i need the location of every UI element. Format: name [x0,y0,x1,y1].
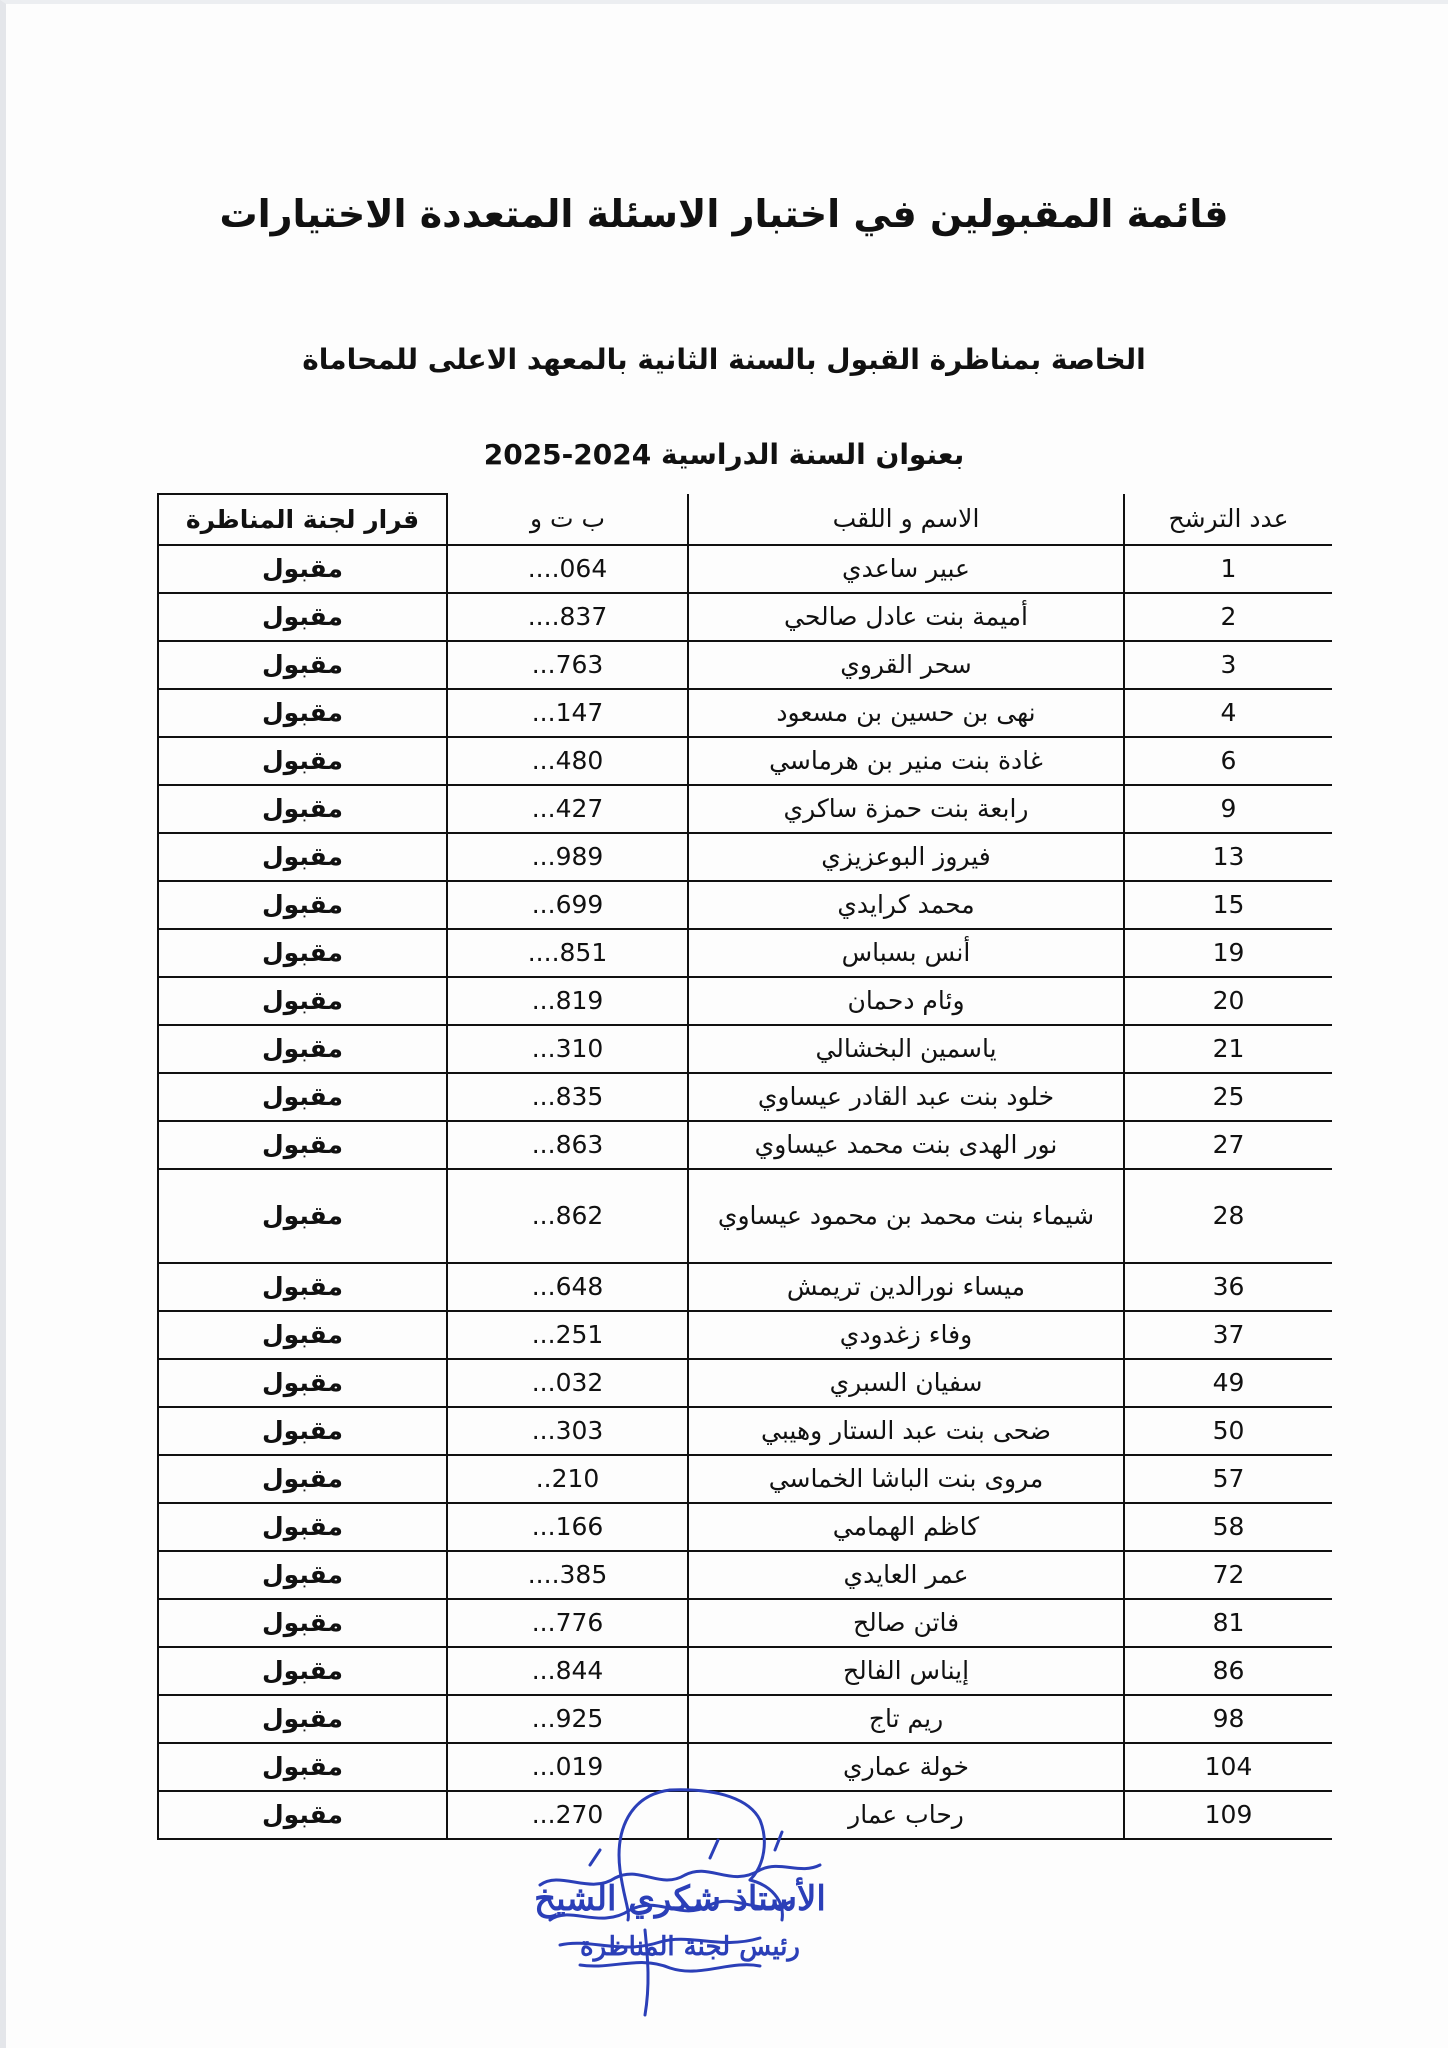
academic-year: بعنوان السنة الدراسية 2024-2025 [483,438,965,471]
candidate-decision: مقبول [158,1025,447,1073]
candidate-number: 86 [1124,1647,1332,1695]
candidate-name: سفيان السبري [688,1359,1124,1407]
candidate-name: ضحى بنت عبد الستار وهيبي [688,1407,1124,1455]
table-row [158,593,1332,641]
table-row [158,1551,1332,1599]
candidate-number: 20 [1124,977,1332,1025]
candidate-name: غادة بنت منير بن هرماسي [688,737,1124,785]
candidate-name: كاظم الهمامي [688,1503,1124,1551]
candidate-id: 699... [447,881,688,929]
candidate-decision: مقبول [158,593,447,641]
candidate-id: 427... [447,785,688,833]
candidate-id: 064.... [447,545,688,593]
candidate-id: 837.... [447,593,688,641]
candidate-name: عبير ساعدي [688,545,1124,593]
admitted-table [157,493,1332,1840]
candidate-name: وئام دحمان [688,977,1124,1025]
header-decision: قرار لجنة المناظرة [158,494,447,545]
candidate-decision: مقبول [158,1791,447,1839]
candidate-decision: مقبول [158,929,447,977]
candidate-name: نور الهدى بنت محمد عيساوي [688,1121,1124,1169]
candidate-name: ميساء نورالدين تريمش [688,1263,1124,1311]
signature-line-1: الأستاذ شكري الشيخ [534,1879,826,1919]
candidate-id: 835... [447,1073,688,1121]
candidate-name: مروى بنت الباشا الخماسي [688,1455,1124,1503]
candidate-decision: مقبول [158,1551,447,1599]
candidate-number: 49 [1124,1359,1332,1407]
candidate-number: 58 [1124,1503,1332,1551]
candidate-name: ياسمين البخشالي [688,1025,1124,1073]
candidate-id: 310... [447,1025,688,1073]
candidate-decision: مقبول [158,785,447,833]
document-subtitle: الخاصة بمناظرة القبول بالسنة الثانية بالمعهد الاعلى للمحاماة [302,343,1146,376]
candidate-number: 37 [1124,1311,1332,1359]
candidate-name: سحر القروي [688,641,1124,689]
candidate-decision: مقبول [158,1503,447,1551]
candidate-id: 385.... [447,1551,688,1599]
candidate-number: 6 [1124,737,1332,785]
candidate-decision: مقبول [158,1407,447,1455]
candidate-id: 819... [447,977,688,1025]
candidate-number: 13 [1124,833,1332,881]
header-candidate-number: عدد الترشح [1124,494,1332,545]
candidate-number: 19 [1124,929,1332,977]
candidate-id: 862... [447,1169,688,1263]
candidate-name: شيماء بنت محمد بن محمود عيساوي [688,1169,1124,1263]
table-row [158,641,1332,689]
candidate-id: 844... [447,1647,688,1695]
document-title: قائمة المقبولين في اختبار الاسئلة المتعددة الاختيارات [219,192,1229,236]
candidate-decision: مقبول [158,1599,447,1647]
candidate-id: 032... [447,1359,688,1407]
candidate-number: 9 [1124,785,1332,833]
candidate-name: وفاء زغدودي [688,1311,1124,1359]
signature-stamp [520,1770,840,2020]
table-row [158,881,1332,929]
candidate-number: 27 [1124,1121,1332,1169]
candidate-name: إيناس الفالح [688,1647,1124,1695]
candidate-name: رحاب عمار [688,1791,1124,1839]
header-id-number: ب ت و [447,494,688,545]
header-name: الاسم و اللقب [688,494,1124,545]
candidate-id: 251... [447,1311,688,1359]
candidate-decision: مقبول [158,641,447,689]
candidate-id: 925... [447,1695,688,1743]
candidate-id: 989... [447,833,688,881]
candidate-name: فاتن صالح [688,1599,1124,1647]
candidate-name: محمد كرايدي [688,881,1124,929]
candidate-name: نهى بن حسين بن مسعود [688,689,1124,737]
candidate-id: 210.. [447,1455,688,1503]
candidate-id: 480... [447,737,688,785]
candidate-name: خولة عماري [688,1743,1124,1791]
candidate-name: ريم تاج [688,1695,1124,1743]
table-row [158,833,1332,881]
candidate-decision: مقبول [158,689,447,737]
table-row [158,1311,1332,1359]
table-row [158,1503,1332,1551]
candidate-id: 019... [447,1743,688,1791]
candidate-decision: مقبول [158,1647,447,1695]
candidate-decision: مقبول [158,881,447,929]
candidate-decision: مقبول [158,1455,447,1503]
candidate-number: 109 [1124,1791,1332,1839]
candidate-number: 1 [1124,545,1332,593]
candidate-id: 851.... [447,929,688,977]
table-row [158,1647,1332,1695]
table-row [158,1263,1332,1311]
candidate-name: عمر العايدي [688,1551,1124,1599]
table-row [158,545,1332,593]
table-row [158,977,1332,1025]
candidate-decision: مقبول [158,1073,447,1121]
candidate-id: 166... [447,1503,688,1551]
candidate-number: 98 [1124,1695,1332,1743]
table-row [158,1599,1332,1647]
candidate-name: رابعة بنت حمزة ساكري [688,785,1124,833]
table-row [158,1695,1332,1743]
candidate-name: أميمة بنت عادل صالحي [688,593,1124,641]
table-body [158,545,1332,1839]
table-row [158,1169,1332,1263]
candidate-id: 147... [447,689,688,737]
candidate-number: 50 [1124,1407,1332,1455]
table-row [158,785,1332,833]
candidate-id: 763... [447,641,688,689]
candidate-number: 15 [1124,881,1332,929]
candidate-decision: مقبول [158,1695,447,1743]
candidate-decision: مقبول [158,1121,447,1169]
candidate-id: 270... [447,1791,688,1839]
candidate-decision: مقبول [158,1743,447,1791]
candidate-number: 28 [1124,1169,1332,1263]
candidate-name: خلود بنت عبد القادر عيساوي [688,1073,1124,1121]
candidate-decision: مقبول [158,1263,447,1311]
table-row [158,1121,1332,1169]
candidate-decision: مقبول [158,1169,447,1263]
candidate-number: 3 [1124,641,1332,689]
table-header-row [158,494,1332,545]
candidate-decision: مقبول [158,1311,447,1359]
table-row [158,689,1332,737]
candidate-decision: مقبول [158,545,447,593]
candidate-number: 36 [1124,1263,1332,1311]
candidate-number: 81 [1124,1599,1332,1647]
candidate-number: 72 [1124,1551,1332,1599]
candidate-decision: مقبول [158,737,447,785]
candidate-number: 25 [1124,1073,1332,1121]
table-row [158,1407,1332,1455]
table-row [158,737,1332,785]
candidate-id: 863... [447,1121,688,1169]
signature-line-2: رئيس لجنة المناظرة [580,1932,800,1962]
table-row [158,1359,1332,1407]
candidate-number: 104 [1124,1743,1332,1791]
candidate-decision: مقبول [158,1359,447,1407]
candidate-id: 776... [447,1599,688,1647]
candidate-number: 2 [1124,593,1332,641]
candidate-decision: مقبول [158,833,447,881]
candidate-id: 648... [447,1263,688,1311]
candidate-id: 303... [447,1407,688,1455]
candidate-decision: مقبول [158,977,447,1025]
candidate-number: 57 [1124,1455,1332,1503]
candidate-name: أنس بسباس [688,929,1124,977]
candidate-number: 4 [1124,689,1332,737]
table-row [158,1455,1332,1503]
table-row [158,1025,1332,1073]
candidate-number: 21 [1124,1025,1332,1073]
candidate-name: فيروز البوعزيزي [688,833,1124,881]
table-row [158,929,1332,977]
table-row [158,1073,1332,1121]
